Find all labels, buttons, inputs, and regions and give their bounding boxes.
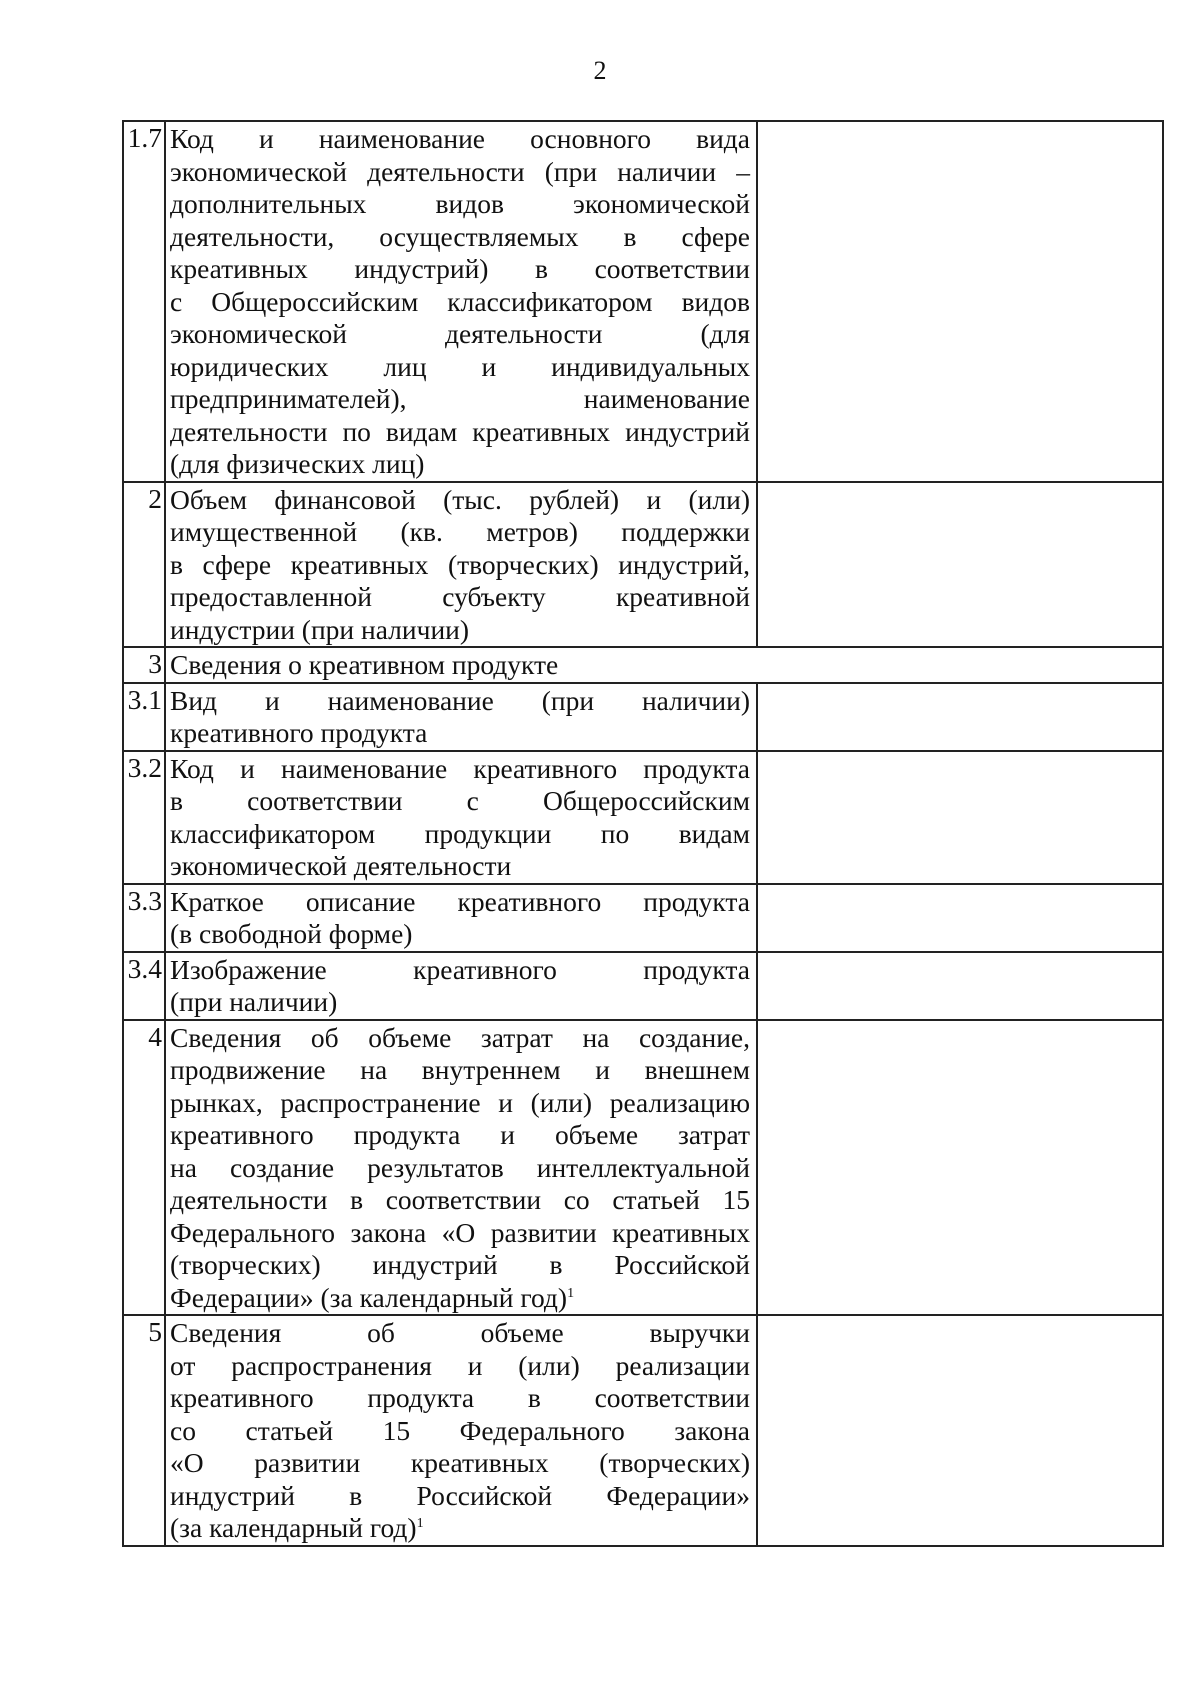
row-number: 3.2: [123, 751, 165, 884]
footnote-mark: 1: [416, 1516, 424, 1531]
description-text: (за календарный год): [170, 1512, 417, 1543]
description-line: в сфере креативных (творческих) индустрий,: [170, 548, 750, 580]
description-line: [170, 1512, 750, 1545]
value-cell[interactable]: [757, 751, 1163, 884]
row-number: 3.1: [123, 683, 165, 751]
row-number: 1.7: [123, 121, 165, 482]
description-line: экономической деятельности (для: [170, 318, 750, 349]
description-line: Код и наименование основного вида: [170, 123, 750, 154]
description-line: Федерального закона «О развитии креативных: [170, 1216, 750, 1248]
table-row: [123, 884, 1163, 952]
form-table: [122, 120, 1164, 1547]
value-cell[interactable]: [757, 884, 1163, 952]
description-line: рынках, распространение и (или) реализацию: [170, 1086, 750, 1118]
value-cell[interactable]: [757, 1315, 1163, 1546]
table-row: [123, 952, 1163, 1020]
footnote-mark: 1: [567, 1285, 575, 1301]
row-number: 3: [123, 647, 165, 683]
description-line: [170, 1282, 750, 1315]
description-line: на создание результатов интеллектуальной: [170, 1151, 750, 1183]
description-line: креативных индустрий) в соответствии: [170, 253, 750, 284]
description-line: в соответствии с Общероссийским: [170, 785, 750, 816]
value-cell[interactable]: [757, 121, 1163, 482]
description-line: креативного продукта и объеме затрат: [170, 1119, 750, 1150]
row-number: 3.3: [123, 884, 165, 952]
row-number: 5: [123, 1315, 165, 1546]
value-cell[interactable]: [757, 1020, 1163, 1316]
description-line: (при наличии): [170, 986, 338, 1017]
page-number: 2: [593, 56, 607, 85]
row-description: [165, 952, 757, 1020]
row-number: 4: [123, 1020, 165, 1316]
description-line: предоставленной субъекту креативной: [170, 581, 750, 612]
section-heading: Сведения о креативном продукте: [165, 647, 1163, 683]
row-number: 2: [123, 482, 165, 648]
table-row-section: [123, 647, 1163, 683]
description-line: классификатором продукции по видам: [170, 817, 750, 849]
row-description: [165, 751, 757, 884]
description-line: Изображение креативного продукта: [170, 953, 750, 985]
row-description: [165, 1315, 757, 1546]
description-line: от распространения и (или) реализации: [170, 1349, 750, 1381]
description-line: (в свободной форме): [170, 918, 413, 949]
table-row: [123, 1020, 1163, 1316]
description-line: продвижение на внутреннем и внешнем: [170, 1054, 750, 1085]
table-row: [123, 683, 1163, 751]
value-cell[interactable]: [757, 683, 1163, 751]
description-line: дополнительных видов экономической: [170, 188, 750, 219]
description-line: Сведения об объеме затрат на создание,: [170, 1021, 750, 1053]
description-line: индустрий в Российской Федерации»: [170, 1479, 750, 1511]
description-line: экономической деятельности (при наличии –: [170, 155, 750, 187]
table-row: [123, 482, 1163, 648]
description-line: деятельности по видам креативных индустрий: [170, 415, 750, 447]
value-cell[interactable]: [757, 482, 1163, 648]
row-description: [165, 683, 757, 751]
row-description: [165, 482, 757, 648]
description-line: индустрии (при наличии): [170, 613, 470, 645]
description-line: Краткое описание креативного продукта: [170, 885, 750, 917]
description-line: экономической деятельности: [170, 850, 512, 881]
description-line: Объем финансовой (тыс. рублей) и (или): [170, 483, 750, 515]
table-row: [123, 121, 1163, 482]
row-description: [165, 884, 757, 952]
row-description: [165, 1020, 757, 1316]
row-description: [165, 121, 757, 482]
description-line: деятельности, осуществляемых в сфере: [170, 220, 750, 252]
description-line: Сведения об объеме выручки: [170, 1317, 750, 1348]
description-line: со статьей 15 Федерального закона: [170, 1414, 750, 1446]
description-line: Код и наименование креативного продукта: [170, 752, 750, 784]
description-line: Вид и наименование (при наличии): [170, 684, 750, 716]
description-line: с Общероссийским классификатором видов: [170, 285, 750, 317]
description-line: креативного продукта: [170, 717, 428, 748]
description-line: (творческих) индустрий в Российской: [170, 1249, 750, 1280]
row-number: 3.4: [123, 952, 165, 1020]
table-row: [123, 751, 1163, 884]
description-line: предпринимателей), наименование: [170, 383, 750, 414]
description-line: юридических лиц и индивидуальных: [170, 350, 750, 382]
description-line: «О развитии креативных (творческих): [170, 1447, 750, 1478]
table-row: [123, 1315, 1163, 1546]
value-cell[interactable]: [757, 952, 1163, 1020]
description-line: деятельности в соответствии со статьей 15: [170, 1184, 750, 1215]
description-line: креативного продукта в соответствии: [170, 1382, 750, 1413]
description-line: (для физических лиц): [170, 448, 425, 479]
description-text: Федерации» (за календарный год): [170, 1281, 568, 1313]
description-line: имущественной (кв. метров) поддержки: [170, 516, 750, 547]
